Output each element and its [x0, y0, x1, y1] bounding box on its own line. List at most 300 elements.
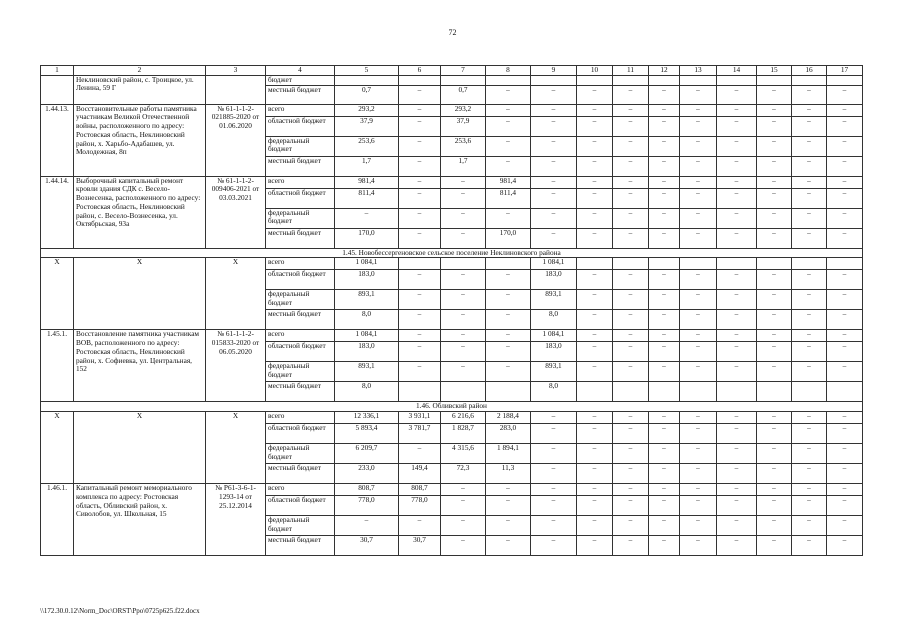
header-col-15: 15 [757, 66, 792, 76]
table-cell: – [335, 208, 399, 228]
budget-label: местный бюджет [266, 85, 335, 104]
header-col-7: 7 [441, 66, 486, 76]
table-cell: – [827, 85, 863, 104]
table-cell: – [827, 412, 863, 424]
table-cell: 149,4 [399, 464, 441, 484]
table-cell: – [680, 270, 717, 290]
table-cell: – [649, 464, 680, 484]
table-cell: – [827, 208, 863, 228]
table-cell [680, 75, 717, 85]
table-cell: 893,1 [531, 362, 577, 382]
table-cell: 808,7 [399, 484, 441, 496]
table-cell: – [717, 136, 757, 156]
table-cell: – [441, 310, 486, 330]
table-cell: – [613, 156, 649, 176]
table-cell: 893,1 [335, 362, 399, 382]
doc-number: Х [206, 258, 266, 330]
table-cell: – [399, 362, 441, 382]
budget-label: федеральный бюджет [266, 136, 335, 156]
table-cell: – [757, 412, 792, 424]
table-cell: – [757, 270, 792, 290]
table-cell: – [441, 330, 486, 342]
doc-number: Х [206, 412, 266, 484]
table-cell: – [757, 484, 792, 496]
table-cell: – [613, 188, 649, 208]
table-cell: – [827, 464, 863, 484]
table-cell: 183,0 [531, 270, 577, 290]
budget-label: всего [266, 412, 335, 424]
table-cell: – [531, 424, 577, 444]
table-cell: – [717, 290, 757, 310]
table-cell: – [577, 496, 613, 516]
table-cell: 253,6 [441, 136, 486, 156]
table-cell: – [649, 116, 680, 136]
table-row [41, 330, 863, 342]
table-cell: – [613, 290, 649, 310]
table-cell: – [486, 136, 531, 156]
header-col-16: 16 [792, 66, 827, 76]
table-cell: – [717, 484, 757, 496]
table-cell: – [649, 176, 680, 188]
budget-label: всего [266, 104, 335, 116]
table-cell: – [577, 444, 613, 464]
table-cell: – [792, 424, 827, 444]
table-cell: – [531, 484, 577, 496]
table-cell: – [757, 536, 792, 556]
table-cell: 981,4 [486, 176, 531, 188]
table-cell: – [399, 176, 441, 188]
table-cell: – [792, 484, 827, 496]
table-cell: 283,0 [486, 424, 531, 444]
table-cell: – [827, 228, 863, 248]
table-cell: – [577, 310, 613, 330]
table-cell: – [399, 310, 441, 330]
table-cell: 8,0 [531, 382, 577, 402]
table-cell: – [486, 156, 531, 176]
budget-label: федеральный бюджет [266, 208, 335, 228]
table-cell: – [757, 208, 792, 228]
table-cell: – [680, 484, 717, 496]
table-cell: – [486, 116, 531, 136]
table-cell: – [649, 156, 680, 176]
table-cell: – [827, 176, 863, 188]
table-cell: – [680, 362, 717, 382]
table-cell: – [649, 104, 680, 116]
table-cell: – [717, 342, 757, 362]
table-cell: – [613, 104, 649, 116]
table-cell [757, 382, 792, 402]
table-cell [486, 258, 531, 270]
table-cell: – [486, 270, 531, 290]
table-cell: – [577, 85, 613, 104]
budget-label: областной бюджет [266, 496, 335, 516]
table-cell: – [827, 116, 863, 136]
header-col-8: 8 [486, 66, 531, 76]
table-cell: – [613, 484, 649, 496]
table-cell: – [577, 484, 613, 496]
table-cell: 778,0 [399, 496, 441, 516]
table-cell [649, 258, 680, 270]
table-cell: – [649, 496, 680, 516]
table-cell: 893,1 [335, 290, 399, 310]
table-cell: – [680, 444, 717, 464]
budget-label: федеральный бюджет [266, 362, 335, 382]
object-name: Капитальный ремонт мемориального комплекса по адресу: Ростовская область, Обливский район, х. Сиволобов, ул. Школьная, 15 [74, 484, 206, 556]
doc-number: № Р61-3-6-1-1293-14 от 25.12.2014 [206, 484, 266, 556]
table-cell: 1 084,1 [531, 330, 577, 342]
table-cell: – [680, 116, 717, 136]
budget-label: местный бюджет [266, 228, 335, 248]
table-cell: – [441, 208, 486, 228]
table-cell: – [613, 85, 649, 104]
table-cell: – [577, 136, 613, 156]
table-cell: 8,0 [335, 310, 399, 330]
table-cell: – [613, 444, 649, 464]
budget-label: федеральный бюджет [266, 516, 335, 536]
table-cell: – [757, 228, 792, 248]
table-cell: – [531, 104, 577, 116]
doc-number [206, 75, 266, 104]
table-cell: – [649, 536, 680, 556]
table-cell: 293,2 [335, 104, 399, 116]
table-cell: – [717, 310, 757, 330]
table-cell: – [577, 228, 613, 248]
table-cell: – [486, 342, 531, 362]
table-cell: – [717, 536, 757, 556]
table-cell: – [399, 116, 441, 136]
table-cell: – [792, 136, 827, 156]
table-cell: – [531, 228, 577, 248]
table-cell [613, 258, 649, 270]
header-col-12: 12 [649, 66, 680, 76]
table-cell [649, 75, 680, 85]
table-cell: – [531, 516, 577, 536]
table-cell [441, 382, 486, 402]
table-cell [531, 75, 577, 85]
budget-label: местный бюджет [266, 382, 335, 402]
table-cell: 808,7 [335, 484, 399, 496]
table-cell: – [649, 424, 680, 444]
table-cell: – [577, 156, 613, 176]
page-number: 72 [448, 28, 457, 37]
table-cell: – [717, 330, 757, 342]
table-cell: – [717, 156, 757, 176]
table-cell: – [792, 496, 827, 516]
table-cell: 2 188,4 [486, 412, 531, 424]
table-cell [757, 75, 792, 85]
row-number: 1.46.1. [41, 484, 74, 556]
table-cell: – [613, 424, 649, 444]
table-cell [613, 382, 649, 402]
table-cell: – [680, 464, 717, 484]
footer-file-path: \\172.30.0.12\Norm_Doc\ORST\Ppo\0725p625.f22.docx [40, 607, 200, 615]
table-cell: 811,4 [486, 188, 531, 208]
table-cell: 1 084,1 [335, 258, 399, 270]
table-cell [680, 382, 717, 402]
table-cell: – [531, 496, 577, 516]
table-cell: 0,7 [441, 85, 486, 104]
table-cell: 0,7 [335, 85, 399, 104]
table-cell: – [680, 424, 717, 444]
table-cell: – [717, 444, 757, 464]
table-cell: – [792, 444, 827, 464]
object-name: Выборочный капитальный ремонт кровли здания СДК с. Весело-Вознесенка, расположенного по адресу: Ростовская область, Неклиновский район, с. Весело-Вознесенка, ул. Октябрьская, 93а [74, 176, 206, 248]
table-cell: – [757, 444, 792, 464]
table-cell: 1 084,1 [531, 258, 577, 270]
table-cell: 233,0 [335, 464, 399, 484]
table-cell [613, 75, 649, 85]
table-cell [486, 75, 531, 85]
table-cell: – [577, 104, 613, 116]
table-cell: 4 315,6 [441, 444, 486, 464]
budget-label: всего [266, 176, 335, 188]
table-cell: – [399, 444, 441, 464]
table-cell: – [792, 330, 827, 342]
header-col-10: 10 [577, 66, 613, 76]
table-cell: – [441, 270, 486, 290]
table-cell: – [399, 188, 441, 208]
table-cell: 37,9 [441, 116, 486, 136]
table-cell: – [792, 176, 827, 188]
header-col-2: 2 [74, 66, 206, 76]
object-name: Х [74, 258, 206, 330]
table-cell: – [827, 424, 863, 444]
table-cell: – [399, 85, 441, 104]
table-cell: – [680, 104, 717, 116]
table-cell: – [757, 330, 792, 342]
table-cell [792, 75, 827, 85]
table-cell: – [827, 484, 863, 496]
table-cell: – [680, 136, 717, 156]
table-cell [717, 75, 757, 85]
table-cell: – [441, 516, 486, 536]
table-cell: – [680, 208, 717, 228]
table-cell: – [613, 208, 649, 228]
table-cell: – [613, 116, 649, 136]
section-row [41, 248, 863, 258]
table-cell: – [441, 176, 486, 188]
row-number: 1.44.13. [41, 104, 74, 176]
table-cell: – [792, 85, 827, 104]
table-cell: 30,7 [335, 536, 399, 556]
table-cell [399, 258, 441, 270]
table-cell: – [680, 496, 717, 516]
table-cell: – [757, 104, 792, 116]
table-cell: – [335, 516, 399, 536]
table-cell: – [613, 330, 649, 342]
table-cell [577, 258, 613, 270]
table-cell: – [827, 362, 863, 382]
table-cell: 3 931,1 [399, 412, 441, 424]
table-cell [399, 75, 441, 85]
table-cell: – [577, 342, 613, 362]
table-cell: – [531, 412, 577, 424]
table-cell: – [613, 362, 649, 382]
table-cell: – [577, 208, 613, 228]
table-cell: – [399, 290, 441, 310]
table-cell: – [792, 536, 827, 556]
table-cell: – [827, 444, 863, 464]
table-cell: – [486, 104, 531, 116]
table-cell: – [649, 290, 680, 310]
table-cell: – [792, 104, 827, 116]
table-cell [717, 258, 757, 270]
header-col-6: 6 [399, 66, 441, 76]
table-cell: – [577, 270, 613, 290]
table-cell: – [531, 85, 577, 104]
table-cell: – [399, 156, 441, 176]
table-cell: – [717, 85, 757, 104]
table-cell: – [680, 536, 717, 556]
table-cell [827, 258, 863, 270]
table-cell: – [827, 310, 863, 330]
table-cell: – [577, 176, 613, 188]
object-name: Х [74, 412, 206, 484]
table-cell: – [717, 412, 757, 424]
table-cell: – [577, 290, 613, 310]
table-cell: – [827, 342, 863, 362]
table-cell: – [649, 342, 680, 362]
budget-label: областной бюджет [266, 342, 335, 362]
table-cell: 5 893,4 [335, 424, 399, 444]
table-cell: – [441, 362, 486, 382]
table-cell: – [649, 484, 680, 496]
table-cell: 8,0 [335, 382, 399, 402]
table-cell: – [827, 270, 863, 290]
section-title: 1.45. Новобессергеновское сельское поселение Неклиновского района [41, 248, 863, 258]
table-cell: – [577, 412, 613, 424]
table-cell: – [486, 484, 531, 496]
table-cell: – [649, 516, 680, 536]
table-cell: – [486, 330, 531, 342]
table-cell: – [792, 342, 827, 362]
table-cell: – [717, 208, 757, 228]
table-cell: – [486, 536, 531, 556]
table-cell: – [680, 228, 717, 248]
table-cell [335, 75, 399, 85]
table-cell [680, 258, 717, 270]
table-cell: – [613, 342, 649, 362]
table-cell: 1,7 [441, 156, 486, 176]
table-cell: – [827, 104, 863, 116]
table-cell: – [399, 208, 441, 228]
table-cell: – [757, 516, 792, 536]
header-col-14: 14 [717, 66, 757, 76]
table-cell: – [613, 496, 649, 516]
table-cell: – [680, 85, 717, 104]
table-cell: – [577, 516, 613, 536]
table-cell: – [577, 536, 613, 556]
table-cell: – [441, 188, 486, 208]
table-cell: – [649, 330, 680, 342]
table-cell: – [757, 176, 792, 188]
table-cell: – [792, 464, 827, 484]
table-cell: – [717, 104, 757, 116]
header-col-13: 13 [680, 66, 717, 76]
table-cell: 11,3 [486, 464, 531, 484]
budget-label: всего [266, 330, 335, 342]
table-cell [441, 258, 486, 270]
table-cell [757, 258, 792, 270]
table-cell: – [649, 208, 680, 228]
table-cell: – [827, 136, 863, 156]
table-cell [792, 258, 827, 270]
table-cell: – [827, 188, 863, 208]
table-cell: – [441, 228, 486, 248]
table-cell: – [792, 188, 827, 208]
budget-label: местный бюджет [266, 464, 335, 484]
table-cell [717, 382, 757, 402]
table-cell: – [613, 310, 649, 330]
table-cell: 8,0 [531, 310, 577, 330]
table-cell: – [399, 342, 441, 362]
row-number [41, 75, 74, 104]
table-cell: – [531, 208, 577, 228]
table-cell: – [717, 176, 757, 188]
table-cell: – [649, 310, 680, 330]
table-cell: – [792, 208, 827, 228]
table-cell: – [649, 188, 680, 208]
doc-number: № 61-1-1-2-015833-2020 от 06.05.2020 [206, 330, 266, 402]
table-cell: – [827, 156, 863, 176]
table-cell: – [441, 342, 486, 362]
table-cell: 183,0 [531, 342, 577, 362]
table-cell: – [827, 516, 863, 536]
table-row [41, 176, 863, 188]
table-cell: – [717, 116, 757, 136]
table-cell: – [827, 536, 863, 556]
table-cell: – [577, 116, 613, 136]
table-cell: – [792, 310, 827, 330]
table-cell: – [717, 516, 757, 536]
budget-label: областной бюджет [266, 116, 335, 136]
table-cell: 3 781,7 [399, 424, 441, 444]
table-cell [577, 382, 613, 402]
table-cell: – [717, 424, 757, 444]
table-cell: 12 336,1 [335, 412, 399, 424]
table-cell: – [441, 484, 486, 496]
table-cell: – [792, 290, 827, 310]
table-cell: – [792, 362, 827, 382]
table-cell: – [757, 424, 792, 444]
header-col-1: 1 [41, 66, 74, 76]
table-cell: – [486, 208, 531, 228]
table-cell: – [757, 116, 792, 136]
table-cell [486, 382, 531, 402]
budget-label: всего [266, 484, 335, 496]
row-number: Х [41, 258, 74, 330]
table-cell: 183,0 [335, 270, 399, 290]
table-cell: – [577, 424, 613, 444]
budget-label: областной бюджет [266, 270, 335, 290]
table-cell: – [827, 290, 863, 310]
table-cell: – [486, 85, 531, 104]
table-cell: – [680, 412, 717, 424]
table-cell: 811,4 [335, 188, 399, 208]
table-cell: – [680, 188, 717, 208]
table-cell [399, 382, 441, 402]
table-cell: – [680, 516, 717, 536]
table-cell: – [792, 156, 827, 176]
header-col-11: 11 [613, 66, 649, 76]
table-cell: – [649, 444, 680, 464]
table-cell: – [441, 496, 486, 516]
budget-label: местный бюджет [266, 310, 335, 330]
table-cell: – [613, 136, 649, 156]
table-cell: 37,9 [335, 116, 399, 136]
table-cell: – [757, 156, 792, 176]
header-col-5: 5 [335, 66, 399, 76]
